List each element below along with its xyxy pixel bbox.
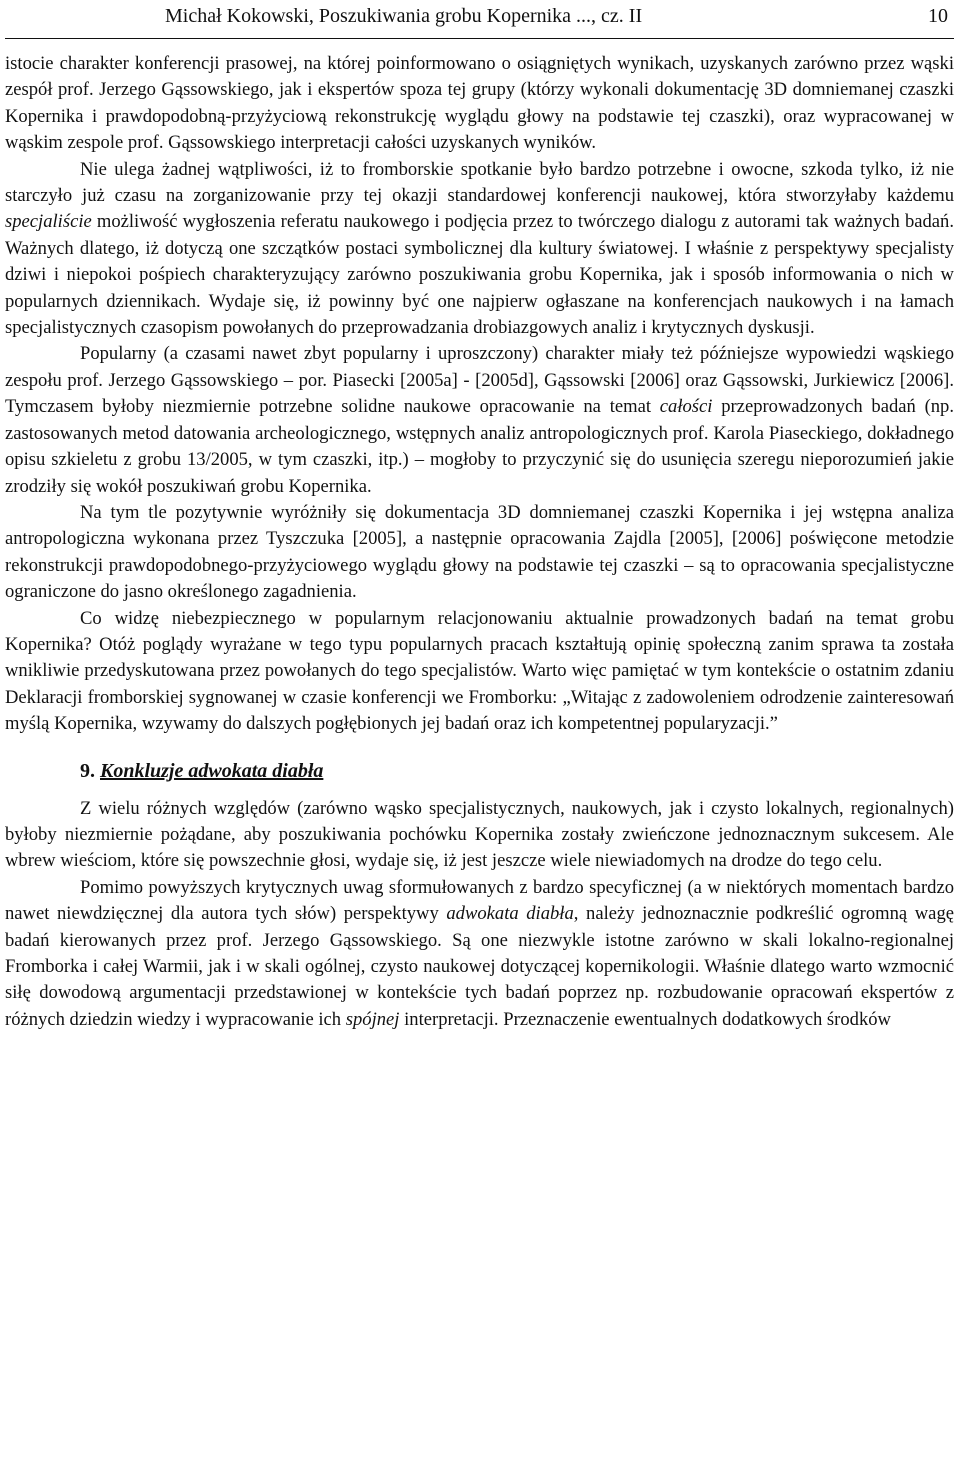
page-number: 10 <box>928 5 948 27</box>
document-body <box>5 51 954 1033</box>
paragraph-3-emphasis: całości <box>659 396 713 418</box>
paragraph-7 <box>5 875 954 1033</box>
paragraph-7-text-b: , należy jednoznacznie podkreślić ogromną wagę badań kierowanych przez prof. Jerzego Gąssowskiego. Są one niezwykle istotne zarówno w skali lokalno-regionalnej Fromborka i całej Warmii, jak i w skali ogólnej, czysto naukowej dotyczącej kopernikologii. Właśnie dlatego warto wzmocnić siłę dowodową argumentacji przedstawionej w kontekście tych badań poprzez np. rozbudowanie opracowań ekspertów z różnych dziedzin wiedzy i wypracowanie ich <box>5 903 954 1030</box>
paragraph-5: Co widzę niebezpiecznego w popularnym relacjonowaniu aktualnie prowadzonych badań na temat grobu Kopernika? Otóż poglądy wyrażane w tego typu popularnych pracach kształtują opinię społeczną zanim sprawa ta została wnikliwie przedyskutowana przez powołanych do tego specjalistów. Warto więc pamiętać w tym kontekście o ostatnim zdaniu Deklaracji fromborskiej sygnowanej w czasie konferencji we Fromborku: „Witając z zadowoleniem odrodzenie zainteresowań myślą Kopernika, wzywamy do dalszych pogłębionych jej badań oraz ich kompetentnej popularyzacji.” <box>5 607 954 735</box>
paragraph-2-text-a: Nie ulega żadnej wątpliwości, iż to fromborskie spotkanie było bardzo potrzebne i owocne, szkoda tylko, iż nie starczyło już czasu na zorganizowanie przy tej okazji standardowej konferencji naukowej, która stworzyłaby każdemu <box>5 158 954 207</box>
header-title: Michał Kokowski, Poszukiwania grobu Kopernika ..., cz. II <box>165 5 643 27</box>
paragraph-3 <box>5 341 954 499</box>
paragraph-7-emphasis-2: spójnej <box>345 1008 400 1030</box>
header-rule <box>5 38 954 39</box>
paragraph-7-text-c: interpretacji. Przeznaczenie ewentualnych dodatkowych środków <box>399 1008 891 1030</box>
paragraph-3-text-b: przeprowadzonych badań (np. zastosowanych metod datowania archeologicznego, wstępnych analiz antropologicznych prof. Karola Piaseckiego, dokładnego opisu szkieletu z grobu 13/2005, w tym czaszki, itp.) – mogłoby to przyczynić się do usunięcia szeregu nieporozumień jakie zrodziły się wokół poszukiwań grobu Kopernika. <box>5 396 954 497</box>
running-header <box>5 0 954 32</box>
paragraph-6: Z wielu różnych względów (zarówno wąsko specjalistycznych, naukowych, jak i czysto lokalnych, regionalnych) byłoby niezmiernie pożądane, aby poszukiwania pochówku Kopernika zostały zwieńczone jednoznacznym sukcesem. Ale wbrew wieściom, które się powszechnie głosi, wydaje się, iż jest jeszcze wiele niewiadomych na drodze do tego celu. <box>5 797 954 872</box>
paragraph-7-emphasis-1: adwokata diabła <box>446 903 574 925</box>
paragraph-2 <box>5 157 954 342</box>
section-heading <box>80 758 954 784</box>
paragraph-3-text-a: Popularny (a czasami nawet zbyt popularny i uproszczony) charakter miały też późniejsze wypowiedzi wąskiego zespołu prof. Jerzego Gąssowskiego – por. Piasecki [2005a] - [2005d], Gąssowski [2006] oraz Gąssowski, Jurkiewicz [2006]. Tymczasem byłoby niezmiernie potrzebne solidne naukowe opracowanie na temat <box>5 343 954 418</box>
section-title: Konkluzje adwokata diabła <box>100 759 324 782</box>
paragraph-2-text-b: możliwość wygłoszenia referatu naukowego i podjęcia przez to twórczego dialogu z autorami tak ważnych badań. Ważnych dlatego, iż dotyczą one szczątków postaci symbolicznej dla kultury światowej. I właśnie z perspektywy specjalisty dziwi i niepokoi pośpiech charakteryzujący zarówno poszukiwania grobu Kopernika, jak i sposób informowania o nich w popularnych dziennikach. Wydaje się, iż powinny być one najpierw ogłaszane na konferencjach naukowych i na łamach specjalistycznych czasopism powołanych do przeprowadzania drobiazgowych analiz i krytycznych dyskusji. <box>5 211 954 339</box>
paragraph-7-text-a: Pomimo powyższych krytycznych uwag sformułowanych z bardzo specyficznej (a w niektórych momentach bardzo nawet niewdzięcznej dla autora tych słów) perspektywy <box>5 876 954 925</box>
section-number: 9. <box>80 759 95 782</box>
paragraph-4: Na tym tle pozytywnie wyróżniły się dokumentacja 3D domniemanej czaszki Kopernika i jej wstępna analiza antropologiczna wykonana przez Tyszczuka [2005], a następnie opracowania Zajdla [2005], [2006] poświęcone metodzie rekonstrukcji prawdopodobnego-przyżyciowego wyglądu głowy na podstawie tej czaszki – są to opracowania specjalistyczne ograniczone do jasno określonego zagadnienia. <box>5 501 954 603</box>
paragraph-2-emphasis: specjaliście <box>5 211 92 233</box>
paragraph-1: istocie charakter konferencji prasowej, na której poinformowano o osiągniętych wynikach, uzyskanych zarówno przez wąski zespół prof. Jerzego Gąssowskiego, jak i ekspertów spoza tej grupy (którzy wykonali dokumentację 3D domniemanej czaszki Kopernika i prawdopodobną-przyżyciową rekonstrukcję wyglądu głowy na podstawie tej czaszki), oraz wypracowanej w wąskim zespole prof. Gąssowskiego interpretacji całości uzyskanych wyników. <box>5 53 954 154</box>
